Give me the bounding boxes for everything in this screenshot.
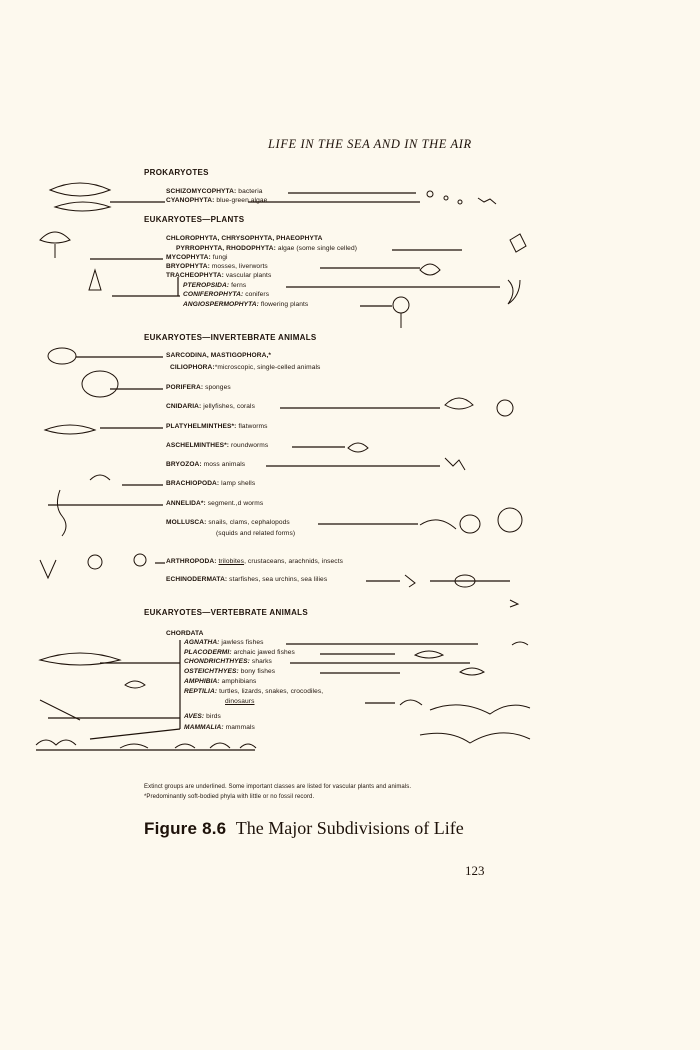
entry-reptilia-extinct: dinosaurs — [225, 698, 255, 705]
trilobite-illustration — [40, 560, 56, 578]
crab-illustration — [88, 555, 102, 569]
section-invertebrates: EUKARYOTES—INVERTEBRATE ANIMALS — [144, 333, 317, 342]
entry-amphibia: AMPHIBIA: amphibians — [184, 678, 257, 685]
placoderm-illustration — [415, 651, 443, 658]
brachiopod-illustration — [90, 475, 110, 480]
entry-reptilia: REPTILIA: turtles, lizards, snakes, crocodiles, — [184, 688, 324, 695]
entry-chondrichthyes: CHONDRICHTHYES: sharks — [184, 658, 272, 665]
entry-cnidaria: CNIDARIA: jellyfishes, corals — [166, 403, 256, 410]
entry-osteichthyes: OSTEICHTHYES: bony fishes — [184, 668, 276, 675]
ammonite-illustration — [498, 508, 522, 532]
figure-caption: Figure 8.6 The Major Subdivisions of Life — [144, 818, 464, 838]
bryozoan-illustration — [445, 458, 465, 470]
entry-mollusca-detail: (squids and related forms) — [216, 530, 296, 537]
amoeba-illustration — [48, 348, 76, 364]
line-mammalia-left — [90, 729, 180, 739]
worm-illustration — [57, 490, 66, 536]
entry-chlorophyta: CHLOROPHYTA, CHRYSOPHYTA, PHAEOPHYTA — [166, 235, 323, 242]
flatworm-illustration — [45, 425, 95, 434]
entry-arthropoda: ARTHROPODA: trilobites, crustaceans, arachnids, insects — [166, 558, 344, 565]
entry-mycophyta: MYCOPHYTA: fungi — [166, 254, 228, 261]
footnote-soft-bodied: *Predominantly soft-bodied phyla with little or no fossil record. — [144, 794, 315, 800]
frog-illustration — [125, 681, 145, 688]
entry-mollusca: MOLLUSCA: snails, clams, cephalopods — [166, 519, 290, 526]
section-plants: EUKARYOTES—PLANTS — [144, 215, 245, 224]
moss-illustration — [420, 264, 440, 275]
entry-sarcodina: SARCODINA, MASTIGOPHORA,* — [166, 352, 272, 359]
entry-platyhelminthes: PLATYHELMINTHES*: flatworms — [166, 423, 268, 430]
entry-echinodermata: ECHINODERMATA: starfishes, sea urchins, sea lilies — [166, 576, 328, 583]
roundworm-illustration — [348, 443, 368, 452]
turtle-illustration — [400, 700, 422, 705]
dinosaur-illustration — [430, 705, 530, 714]
bird-illustration — [40, 700, 80, 720]
entry-ciliophora: CILIOPHORA:*microscopic, single-celled animals — [170, 364, 321, 371]
entry-cyanophyta: CYANOPHYTA: blue-green algae — [166, 197, 268, 204]
entry-tracheophyta: TRACHEOPHYTA: vascular plants — [166, 272, 272, 279]
entry-bryozoa: BRYOZOA: moss animals — [166, 461, 246, 468]
bacteria-illustration — [50, 183, 110, 196]
alga-illustration — [510, 234, 526, 252]
entry-mammalia: MAMMALIA: mammals — [184, 724, 255, 731]
clam-illustration — [460, 515, 480, 533]
starfish-illustration — [405, 575, 415, 587]
entry-annelida: ANNELIDA*: segment.,d worms — [166, 500, 264, 507]
entry-aves: AVES: birds — [184, 713, 221, 720]
conifer-illustration — [89, 270, 101, 290]
entry-pyrrophyta: PYRROPHYTA, RHODOPHYTA: algae (some single celled) — [176, 245, 358, 252]
section-prokaryotes: PROKARYOTES — [144, 168, 209, 177]
footnote-extinct: Extinct groups are underlined. Some important classes are listed for vascular plants and animals. — [144, 784, 412, 790]
fern-illustration — [508, 280, 520, 304]
section-vertebrates: EUKARYOTES—VERTEBRATE ANIMALS — [144, 608, 308, 617]
sponge-illustration — [82, 371, 118, 397]
entry-coniferophyta: CONIFEROPHYTA: conifers — [183, 291, 270, 298]
snail-illustration — [420, 520, 456, 529]
mushroom-illustration — [40, 232, 70, 243]
mammal-illustration — [36, 740, 76, 745]
entry-pteropsida: PTEROPSIDA: ferns — [183, 282, 247, 289]
tree-illustration — [393, 297, 409, 313]
entry-agnatha: AGNATHA: jawless fishes — [184, 639, 264, 646]
entry-placodermi: PLACODERMI: archaic jawed fishes — [184, 649, 295, 656]
page-number: 123 — [465, 863, 485, 878]
bony-fish-illustration — [460, 668, 484, 675]
entry-porifera: PORIFERA: sponges — [166, 384, 231, 391]
entry-bryophyta: BRYOPHYTA: mosses, liverworts — [166, 263, 268, 270]
running-head: LIFE IN THE SEA AND IN THE AIR — [268, 137, 472, 151]
entry-angiospermophyta: ANGIOSPERMOPHYTA: flowering plants — [183, 301, 309, 308]
entry-schizomycophyta: SCHIZOMYCOPHYTA: bacteria — [166, 188, 263, 195]
entry-brachiopoda: BRACHIOPODA: lamp shells — [166, 480, 256, 487]
entry-chordata: CHORDATA — [166, 630, 204, 637]
jellyfish-illustration — [445, 398, 473, 409]
entry-aschelminthes: ASCHELMINTHES*: roundworms — [166, 442, 269, 449]
agnathan-illustration — [512, 642, 528, 645]
